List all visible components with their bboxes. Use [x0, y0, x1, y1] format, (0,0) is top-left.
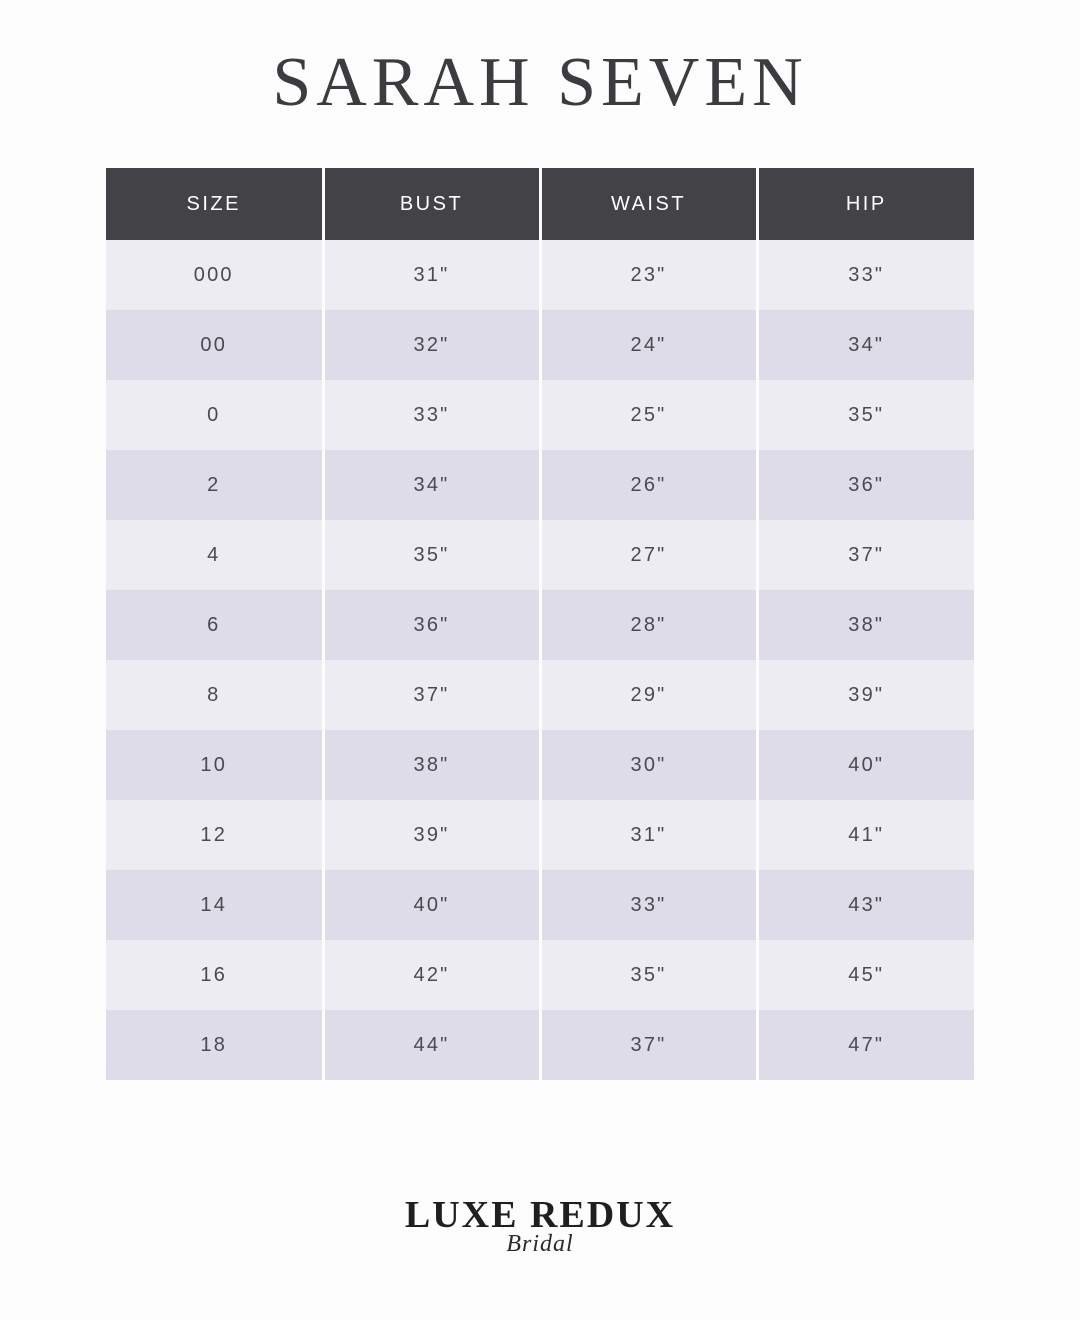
- cell-size: 4: [106, 520, 323, 590]
- table-row: [106, 380, 974, 450]
- cell-hip: 33": [757, 240, 974, 310]
- table-row: [106, 660, 974, 730]
- cell-hip: 35": [757, 380, 974, 450]
- cell-size: 12: [106, 800, 323, 870]
- table-header-row: [106, 168, 974, 240]
- table-row: [106, 590, 974, 660]
- cell-waist: 24": [540, 310, 757, 380]
- size-chart-table-wrapper: [106, 168, 974, 1080]
- cell-size: 16: [106, 940, 323, 1010]
- page-title: SARAH SEVEN: [272, 44, 808, 121]
- cell-waist: 25": [540, 380, 757, 450]
- cell-bust: 36": [323, 590, 540, 660]
- table-row: [106, 800, 974, 870]
- cell-bust: 44": [323, 1010, 540, 1080]
- cell-waist: 28": [540, 590, 757, 660]
- cell-size: 2: [106, 450, 323, 520]
- cell-hip: 41": [757, 800, 974, 870]
- cell-bust: 32": [323, 310, 540, 380]
- table-row: [106, 870, 974, 940]
- table-row: [106, 940, 974, 1010]
- cell-bust: 39": [323, 800, 540, 870]
- cell-waist: 30": [540, 730, 757, 800]
- cell-hip: 38": [757, 590, 974, 660]
- table-row: [106, 730, 974, 800]
- cell-waist: 35": [540, 940, 757, 1010]
- cell-size: 18: [106, 1010, 323, 1080]
- table-row: [106, 310, 974, 380]
- cell-hip: 45": [757, 940, 974, 1010]
- size-chart-table: [106, 168, 974, 1080]
- cell-bust: 40": [323, 870, 540, 940]
- footer-logo: [0, 1193, 1080, 1258]
- cell-waist: 37": [540, 1010, 757, 1080]
- table-row: [106, 240, 974, 310]
- cell-hip: 40": [757, 730, 974, 800]
- cell-size: 8: [106, 660, 323, 730]
- cell-waist: 26": [540, 450, 757, 520]
- cell-waist: 29": [540, 660, 757, 730]
- cell-size: 10: [106, 730, 323, 800]
- cell-size: 6: [106, 590, 323, 660]
- cell-bust: 33": [323, 380, 540, 450]
- cell-bust: 35": [323, 520, 540, 590]
- column-header-waist: WAIST: [540, 168, 757, 240]
- cell-hip: 36": [757, 450, 974, 520]
- cell-hip: 43": [757, 870, 974, 940]
- cell-waist: 33": [540, 870, 757, 940]
- column-header-size: SIZE: [106, 168, 323, 240]
- cell-size: 000: [106, 240, 323, 310]
- table-row: [106, 450, 974, 520]
- cell-size: 00: [106, 310, 323, 380]
- cell-hip: 47": [757, 1010, 974, 1080]
- table-row: [106, 520, 974, 590]
- cell-size: 14: [106, 870, 323, 940]
- cell-waist: 27": [540, 520, 757, 590]
- cell-bust: 37": [323, 660, 540, 730]
- cell-hip: 37": [757, 520, 974, 590]
- column-header-hip: HIP: [757, 168, 974, 240]
- column-header-bust: BUST: [323, 168, 540, 240]
- cell-size: 0: [106, 380, 323, 450]
- footer-logo-script: Bridal: [506, 1231, 574, 1257]
- cell-bust: 31": [323, 240, 540, 310]
- cell-bust: 38": [323, 730, 540, 800]
- table-body: [106, 240, 974, 1080]
- cell-hip: 39": [757, 660, 974, 730]
- cell-waist: 23": [540, 240, 757, 310]
- cell-waist: 31": [540, 800, 757, 870]
- table-header: [106, 168, 974, 240]
- cell-bust: 42": [323, 940, 540, 1010]
- table-row: [106, 1010, 974, 1080]
- cell-hip: 34": [757, 310, 974, 380]
- cell-bust: 34": [323, 450, 540, 520]
- footer-logo-main: LUXE REDUX: [404, 1194, 676, 1236]
